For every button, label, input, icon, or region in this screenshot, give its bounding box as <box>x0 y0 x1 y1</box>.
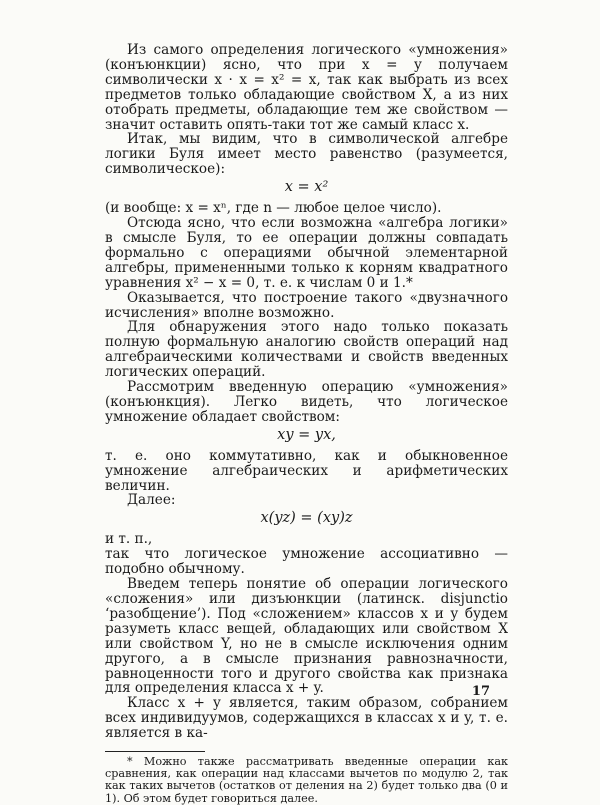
paragraph: так что логическое умножение ассоциативно — подобно обычному. <box>105 546 508 578</box>
footnote-divider <box>105 751 205 752</box>
page-number: 17 <box>471 684 490 699</box>
paragraph: (и вообще: x = xⁿ, где n — любое целое число). <box>105 200 442 217</box>
paragraph: Итак, мы видим, что в символической алгебре логики Буля имеет место равенство (разумеется, символическое): <box>105 131 508 178</box>
paragraph: Далее: <box>127 492 176 509</box>
paragraph: Оказывается, что построение такого «двузначного исчисления» вполне возможно. <box>105 289 508 321</box>
formula-commutativity: xy = yx, <box>277 426 336 443</box>
formula-associativity: x(yz) = (xy)z <box>260 510 353 527</box>
paragraph: т. е. оно коммутативно, как и обыкновенное умножение алгебраических и арифметических величин. <box>105 447 508 494</box>
main-text <box>105 43 508 741</box>
footnote <box>105 756 508 805</box>
footnote-text: * Можно также рассматривать введенные операции как сравнения, как операции над классами вычетов по модулю 2, так как таких вычетов (остатков от деления на 2) будет только два (0 и 1). Об этом будет говориться далее. <box>105 755 508 805</box>
paragraph: Класс x + y является, таким образом, собранием всех индивидуумов, содержащихся в классах x и y, т. е. является в ка- <box>105 695 508 742</box>
paragraph: и т. п., <box>105 531 153 548</box>
paragraph: Отсюда ясно, что если возможна «алгебра логики» в смысле Буля, то ее операции должны совпадать формально с операциями обычной элементарной алгебры, примененными только к корням квадратного уравнения x² − x = 0, т. е. к числам 0 и 1.* <box>105 215 508 291</box>
paragraph: Для обнаружения этого надо только показать полную формальную аналогию свойств операций над алгебраическими количествами и свойств введенных логических операций. <box>105 319 508 381</box>
formula-idempotence: x = x² <box>284 179 329 196</box>
paragraph: Введем теперь понятие об операции логического «сложения» или дизъюнкции (латинск. disjunctio ‘разобщение’). Под «сложением» классов x и y будем разуметь класс вещей, обладающих или свойством X или свойством Y, но не в смысле исключения одним другого, а в смысле признания равнозначности, равноценности того и другого свойства как признака для определения класса x + y. <box>105 576 508 697</box>
paragraph: Рассмотрим введенную операцию «умножения» (конъюнкция). Легко видеть, что логическое умножение обладает свойством: <box>105 379 508 425</box>
paragraph: Из самого определения логического «умножения» (конъюнкции) ясно, что при x = y получаем символически x · x = x² = x, так как выбрать из всех предметов только обладающие свойством X, а из них отобрать предметы, обладающие тем же свойством — значит оставить опять-таки тот же самый класс x. <box>105 42 508 133</box>
